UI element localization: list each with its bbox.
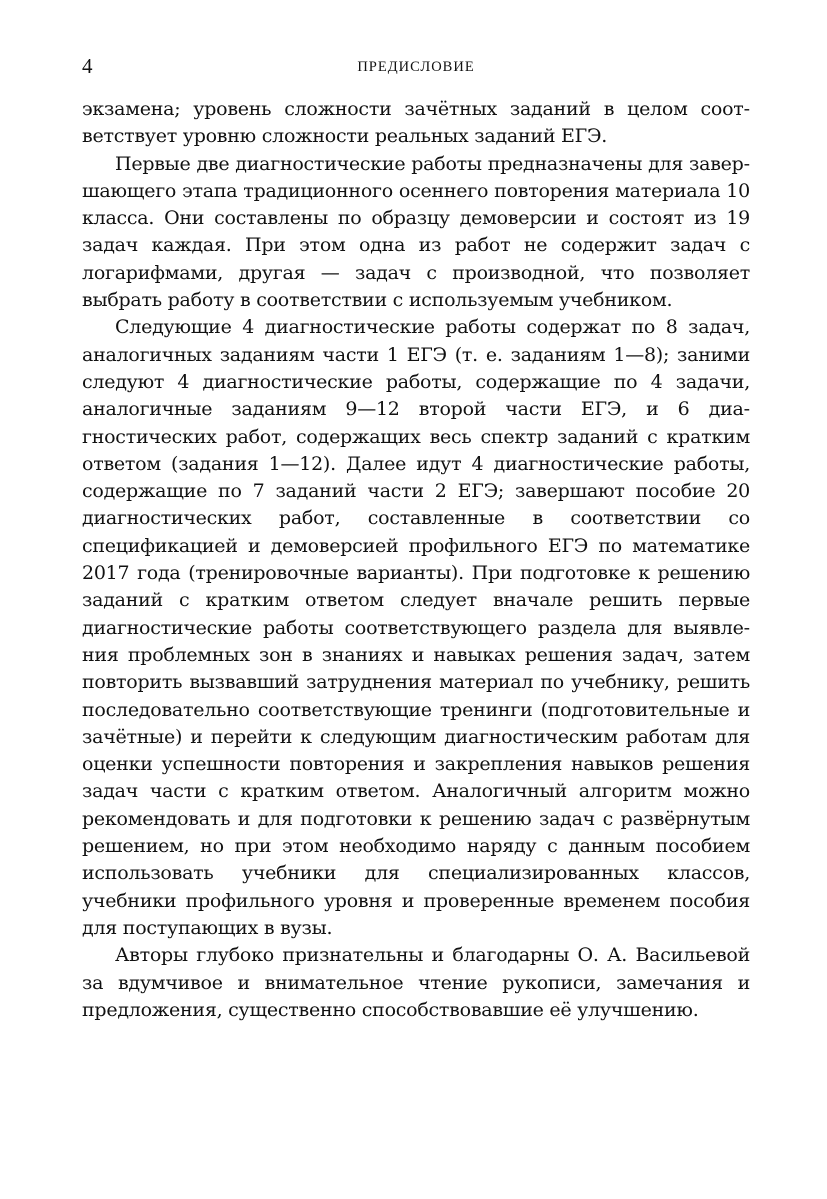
paragraph-acknowledgements: Авторы глубоко признательны и благодарны О. А. Васильевой за вдумчивое и внимательное чтение рукописи, замечания и предложения, существенно способствовавшие её улучшению. [82, 944, 750, 1021]
page-number: 4 [82, 54, 93, 78]
book-page [82, 52, 750, 1024]
running-head [82, 52, 750, 82]
paragraph-next-diagnostics: Следующие 4 диагностические работы содержат по 8 задач, аналогичных заданиям части 1 ЕГЭ (т. е. заданиям 1—8); заними следуют 4 диагностические работы, содержащие по 4 задачи, аналогичные заданиям 9—12 второй части ЕГЭ, и 6 диагностических работ, содержащих весь спектр заданий с кратким ответом (задания 1—12). Далее идут 4 диагностические работы, содержащие по 7 заданий части 2 ЕГЭ; завершают пособие 20 диагностических работ, составленные в соответствии со спецификацией и демоверсией профильного ЕГЭ по математике 2017 года (тренировочные варианты). При подготовке к решению заданий с кратким ответом следует вначале решить первые диагностические работы соответствующего раздела для выявления проблемных зон в знаниях и навыках решения задач, затем повторить вызвавший затруднения материал по учебнику, решить последовательно соответствующие тренинги (подготовительные и зачётные) и перейти к следующим диагностическим работам для оценки успешности повторения и закрепления навыков решения задач части с кратким ответом. Аналогичный алгоритм можно рекомендовать и для подготовки к решению задач с развёрнутым решением, но при этом необходимо наряду с данным пособием использовать учебники для специализированных классов, учебники профильного уровня и проверенные временем пособия для поступающих в вузы. [82, 316, 750, 939]
paragraph-continuation: экзамена; уровень сложности зачётных заданий в целом соответствует уровню сложности реальных заданий ЕГЭ. [82, 98, 750, 148]
body-text [82, 96, 750, 1024]
section-title: ПРЕДИСЛОВИЕ [357, 59, 475, 75]
paragraph-first-diagnostics: Первые две диагностические работы предназначены для завершающего этапа традиционного осеннего повторения материала 10 класса. Они составлены по образцу демоверсии и состоят из 19 задач каждая. При этом одна из работ не содержит задач с логарифмами, другая — задач с производной, что позволяет выбрать работу в соответствии с используемым учебником. [82, 152, 750, 312]
